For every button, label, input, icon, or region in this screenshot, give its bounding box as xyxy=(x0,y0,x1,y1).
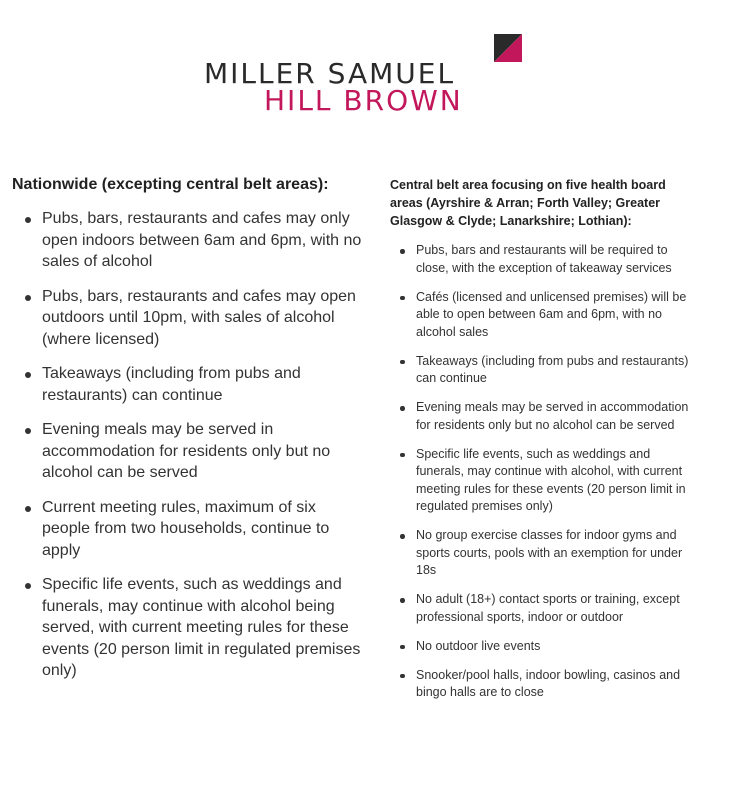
bullet-icon xyxy=(25,583,31,589)
bullet-icon xyxy=(25,428,31,434)
central-belt-list xyxy=(390,242,690,702)
logo-text-line1: MILLER SAMUEL xyxy=(204,57,456,90)
list-item: Takeaways (including from pubs and restaurants) can continue xyxy=(390,353,690,388)
bullet-icon xyxy=(400,645,405,650)
list-item: No adult (18+) contact sports or training, except professional sports, indoor or outdoor xyxy=(390,591,690,626)
list-item: Pubs, bars, restaurants and cafes may only open indoors between 6am and 6pm, with no sales of alcohol xyxy=(12,208,364,273)
central-belt-column xyxy=(390,176,690,713)
list-item: Cafés (licensed and unlicensed premises) will be able to open between 6am and 6pm, with no alcohol sales xyxy=(390,289,690,342)
list-item: Current meeting rules, maximum of six people from two households, continue to apply xyxy=(12,497,364,562)
company-logo xyxy=(0,0,733,120)
bullet-icon xyxy=(400,598,405,603)
nationwide-list xyxy=(12,208,364,682)
list-item: Evening meals may be served in accommodation for residents only but no alcohol can be served xyxy=(390,399,690,434)
nationwide-column xyxy=(12,174,364,695)
list-item: Specific life events, such as weddings and funerals, may continue with alcohol, with current meeting rules for these events (20 person limit in regulated premises only) xyxy=(390,446,690,516)
bullet-icon xyxy=(25,372,31,378)
list-item: Evening meals may be served in accommodation for residents only but no alcohol can be served xyxy=(12,419,364,484)
bullet-icon xyxy=(25,217,31,223)
bullet-icon xyxy=(400,406,405,411)
bullet-icon xyxy=(400,360,405,365)
list-item: Specific life events, such as weddings and funerals, may continue with alcohol being served, with current meeting rules for these events (20 person limit in regulated premises only) xyxy=(12,574,364,682)
central-belt-heading: Central belt area focusing on five health board areas (Ayrshire & Arran; Forth Valley; Greater Glasgow & Clyde; Lanarkshire; Lothian): xyxy=(390,178,666,228)
bullet-icon xyxy=(400,674,405,679)
list-item: Takeaways (including from pubs and restaurants) can continue xyxy=(12,363,364,406)
bullet-icon xyxy=(25,295,31,301)
list-item: Pubs, bars, restaurants and cafes may open outdoors until 10pm, with sales of alcohol (where licensed) xyxy=(12,286,364,351)
list-item: Pubs, bars and restaurants will be required to close, with the exception of takeaway services xyxy=(390,242,690,277)
bullet-icon xyxy=(25,506,31,512)
list-item: No outdoor live events xyxy=(390,638,690,656)
bullet-icon xyxy=(400,453,405,458)
list-item: No group exercise classes for indoor gyms and sports courts, pools with an exemption for under 18s xyxy=(390,527,690,580)
logo-text-line2: HILL BROWN xyxy=(264,84,463,117)
bullet-icon xyxy=(400,534,405,539)
nationwide-heading: Nationwide (excepting central belt areas): xyxy=(12,176,329,193)
list-item: Snooker/pool halls, indoor bowling, casinos and bingo halls are to close xyxy=(390,667,690,702)
bullet-icon xyxy=(400,296,405,301)
bullet-icon xyxy=(400,249,405,254)
